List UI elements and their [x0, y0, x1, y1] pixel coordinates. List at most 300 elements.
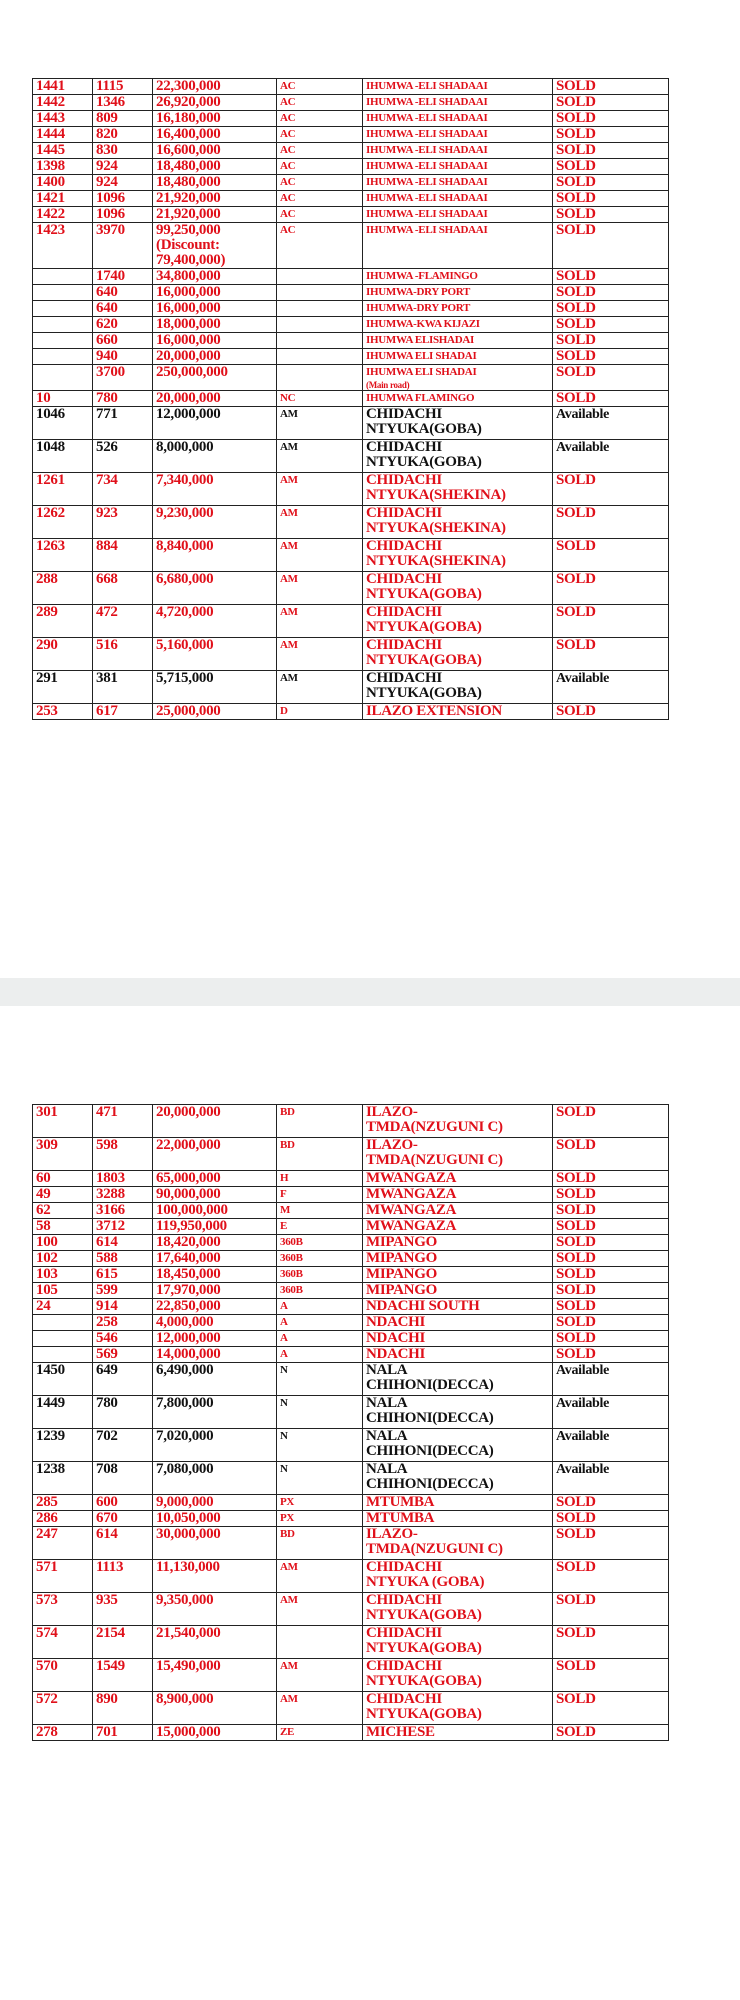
- block-code-cell: [277, 1219, 363, 1235]
- price-cell: [153, 671, 277, 704]
- block-code-text: PX: [280, 1496, 295, 1508]
- location-cell: [363, 175, 553, 191]
- plot-number-text: 1238: [36, 1461, 65, 1477]
- price-text: 100,000,000: [156, 1202, 228, 1218]
- block-code-text: N: [280, 1430, 288, 1442]
- plot-number-cell: [33, 473, 93, 506]
- block-code-text: ZE: [280, 1726, 295, 1738]
- price-text: 18,480,000: [156, 174, 221, 190]
- table-row: [33, 111, 669, 127]
- block-code-text: NC: [280, 392, 296, 404]
- plot-number-cell: [33, 1331, 93, 1347]
- block-code-cell: [277, 1725, 363, 1741]
- price-cell: [153, 1495, 277, 1511]
- location-text: MWANGAZA: [366, 1202, 457, 1218]
- plot-number-cell: [33, 605, 93, 638]
- block-code-cell: [277, 1593, 363, 1626]
- location-text: MIPANGO: [366, 1266, 437, 1282]
- price-cell: [153, 1251, 277, 1267]
- plot-size-text: 3970: [96, 222, 125, 238]
- price-cell: [153, 365, 277, 391]
- table-row: [33, 605, 669, 638]
- plot-size-cell: [93, 1235, 153, 1251]
- status-text: SOLD: [556, 1625, 596, 1641]
- plot-number-cell: [33, 1396, 93, 1429]
- plot-size-cell: [93, 285, 153, 301]
- table-row: [33, 1331, 669, 1347]
- block-code-text: AC: [280, 128, 296, 140]
- status-text: SOLD: [556, 1559, 596, 1575]
- plot-size-text: 620: [96, 316, 118, 332]
- plot-size-cell: [93, 407, 153, 440]
- plot-size-text: 546: [96, 1330, 118, 1346]
- status-cell: [553, 127, 669, 143]
- location-text: NALA CHIHONI(DECCA): [366, 1395, 494, 1426]
- location-text: CHIDACHI NTYUKA (GOBA): [366, 1559, 485, 1590]
- status-text: SOLD: [556, 1592, 596, 1608]
- location-cell: [363, 333, 553, 349]
- price-text: 99,250,000 (Discount: 79,400,000): [156, 222, 226, 268]
- plot-size-cell: [93, 704, 153, 720]
- plot-size-text: 820: [96, 126, 118, 142]
- plot-number-cell: [33, 539, 93, 572]
- plot-number-text: 290: [36, 637, 58, 653]
- location-text: IHUMWA -ELI SHADAAI: [366, 112, 488, 124]
- status-cell: [553, 1219, 669, 1235]
- plots-table-body: [33, 1105, 669, 1741]
- plot-size-text: 884: [96, 538, 118, 554]
- block-code-cell: [277, 1396, 363, 1429]
- table-row: [33, 1219, 669, 1235]
- block-code-text: A: [280, 1316, 288, 1328]
- price-cell: [153, 1593, 277, 1626]
- plot-number-text: 1261: [36, 472, 65, 488]
- plot-number-cell: [33, 1659, 93, 1692]
- plot-number-cell: [33, 111, 93, 127]
- location-cell: [363, 1347, 553, 1363]
- plot-number-cell: [33, 1692, 93, 1725]
- plot-size-cell: [93, 349, 153, 365]
- plot-size-text: 660: [96, 332, 118, 348]
- price-cell: [153, 1692, 277, 1725]
- status-cell: [553, 1692, 669, 1725]
- location-text: CHIDACHI NTYUKA(GOBA): [366, 406, 482, 437]
- price-cell: [153, 95, 277, 111]
- status-text: SOLD: [556, 268, 596, 284]
- plot-size-text: 614: [96, 1526, 118, 1542]
- status-text: Available: [556, 671, 610, 686]
- status-text: SOLD: [556, 505, 596, 521]
- document-page-1: [0, 0, 740, 978]
- plot-number-cell: [33, 223, 93, 269]
- location-cell: [363, 1593, 553, 1626]
- location-text: IHUMWA -ELI SHADAAI: [366, 144, 488, 156]
- price-cell: [153, 1626, 277, 1659]
- status-cell: [553, 440, 669, 473]
- block-code-cell: [277, 159, 363, 175]
- plot-size-text: 1113: [96, 1559, 124, 1575]
- location-text: MIPANGO: [366, 1282, 437, 1298]
- location-cell: [363, 1283, 553, 1299]
- plot-number-text: 1444: [36, 126, 65, 142]
- status-cell: [553, 223, 669, 269]
- location-cell: [363, 1203, 553, 1219]
- block-code-cell: [277, 1626, 363, 1659]
- plot-size-text: 598: [96, 1137, 118, 1153]
- plot-number-cell: [33, 175, 93, 191]
- plot-size-cell: [93, 1105, 153, 1138]
- plot-number-cell: [33, 671, 93, 704]
- price-cell: [153, 143, 277, 159]
- location-cell: [363, 1725, 553, 1741]
- table-row: [33, 1187, 669, 1203]
- plot-size-text: 600: [96, 1494, 118, 1510]
- plot-size-text: 914: [96, 1298, 118, 1314]
- plot-size-cell: [93, 301, 153, 317]
- table-row: [33, 333, 669, 349]
- price-text: 18,000,000: [156, 316, 221, 332]
- location-cell: [363, 1235, 553, 1251]
- price-text: 34,800,000: [156, 268, 221, 284]
- block-code-text: A: [280, 1332, 288, 1344]
- status-cell: [553, 704, 669, 720]
- page-separator: [0, 978, 740, 1006]
- plot-number-text: 288: [36, 571, 58, 587]
- plot-number-cell: [33, 317, 93, 333]
- block-code-text: F: [280, 1188, 287, 1200]
- plot-size-text: 771: [96, 406, 118, 422]
- table-row: [33, 175, 669, 191]
- location-text: CHIDACHI NTYUKA(GOBA): [366, 670, 482, 701]
- block-code-text: AM: [280, 540, 298, 552]
- plot-size-text: 668: [96, 571, 118, 587]
- price-cell: [153, 1560, 277, 1593]
- plot-number-cell: [33, 269, 93, 285]
- status-cell: [553, 1396, 669, 1429]
- price-text: 17,640,000: [156, 1250, 221, 1266]
- location-cell: [363, 1363, 553, 1396]
- price-cell: [153, 704, 277, 720]
- table-row: [33, 1138, 669, 1171]
- price-text: 16,000,000: [156, 332, 221, 348]
- plot-number-cell: [33, 1283, 93, 1299]
- status-text: SOLD: [556, 1298, 596, 1314]
- block-code-cell: [277, 1331, 363, 1347]
- status-cell: [553, 317, 669, 333]
- table-row: [33, 1203, 669, 1219]
- price-cell: [153, 1187, 277, 1203]
- plot-number-cell: [33, 1429, 93, 1462]
- block-code-cell: [277, 1315, 363, 1331]
- location-text: NDACHI: [366, 1314, 426, 1330]
- table-row: [33, 704, 669, 720]
- location-text: IHUMWA-DRY PORT: [366, 286, 471, 298]
- block-code-cell: [277, 269, 363, 285]
- plot-number-cell: [33, 1347, 93, 1363]
- plot-number-cell: [33, 506, 93, 539]
- plot-size-cell: [93, 1511, 153, 1527]
- price-text: 7,800,000: [156, 1395, 214, 1411]
- block-code-text: AC: [280, 96, 296, 108]
- block-code-cell: [277, 365, 363, 391]
- price-cell: [153, 407, 277, 440]
- plot-size-cell: [93, 175, 153, 191]
- location-cell: [363, 572, 553, 605]
- plot-number-text: 1450: [36, 1362, 65, 1378]
- price-text: 16,000,000: [156, 284, 221, 300]
- plot-number-cell: [33, 365, 93, 391]
- plot-number-cell: [33, 440, 93, 473]
- table-row: [33, 506, 669, 539]
- block-code-text: A: [280, 1300, 288, 1312]
- price-cell: [153, 506, 277, 539]
- price-text: 12,000,000: [156, 406, 221, 422]
- location-cell: [363, 1396, 553, 1429]
- price-text: 18,450,000: [156, 1266, 221, 1282]
- price-text: 17,970,000: [156, 1282, 221, 1298]
- status-text: SOLD: [556, 1330, 596, 1346]
- location-cell: [363, 95, 553, 111]
- location-text: MWANGAZA: [366, 1186, 457, 1202]
- price-cell: [153, 79, 277, 95]
- status-cell: [553, 1462, 669, 1495]
- plot-number-cell: [33, 1527, 93, 1560]
- table-row: [33, 407, 669, 440]
- status-text: SOLD: [556, 158, 596, 174]
- price-cell: [153, 159, 277, 175]
- plot-number-cell: [33, 159, 93, 175]
- location-cell: [363, 1219, 553, 1235]
- price-cell: [153, 1235, 277, 1251]
- plot-size-text: 617: [96, 703, 118, 719]
- table-row: [33, 1626, 669, 1659]
- block-code-cell: [277, 638, 363, 671]
- block-code-cell: [277, 1299, 363, 1315]
- location-text: NDACHI: [366, 1330, 426, 1346]
- table-row: [33, 1171, 669, 1187]
- price-cell: [153, 605, 277, 638]
- location-cell: [363, 191, 553, 207]
- plot-size-text: 1549: [96, 1658, 125, 1674]
- status-text: SOLD: [556, 1104, 596, 1120]
- price-cell: [153, 572, 277, 605]
- table-row: [33, 1495, 669, 1511]
- plot-size-text: 3288: [96, 1186, 125, 1202]
- plot-size-cell: [93, 671, 153, 704]
- table-row: [33, 365, 669, 391]
- status-cell: [553, 391, 669, 407]
- status-text: Available: [556, 407, 610, 422]
- plot-size-cell: [93, 539, 153, 572]
- plot-size-cell: [93, 79, 153, 95]
- location-text: IHUMWA-KWA KIJAZI: [366, 318, 480, 330]
- plot-size-cell: [93, 1315, 153, 1331]
- price-text: 26,920,000: [156, 94, 221, 110]
- status-text: SOLD: [556, 1250, 596, 1266]
- plot-number-text: 247: [36, 1526, 58, 1542]
- status-text: SOLD: [556, 348, 596, 364]
- location-cell: [363, 1626, 553, 1659]
- block-code-cell: [277, 349, 363, 365]
- location-cell: [363, 1659, 553, 1692]
- price-text: 21,920,000: [156, 190, 221, 206]
- location-text: MWANGAZA: [366, 1170, 457, 1186]
- price-cell: [153, 333, 277, 349]
- plot-size-cell: [93, 1527, 153, 1560]
- location-cell: [363, 1138, 553, 1171]
- status-text: SOLD: [556, 316, 596, 332]
- table-row: [33, 143, 669, 159]
- block-code-cell: [277, 1171, 363, 1187]
- table-row: [33, 1283, 669, 1299]
- status-cell: [553, 1363, 669, 1396]
- plot-number-cell: [33, 1626, 93, 1659]
- status-text: SOLD: [556, 1202, 596, 1218]
- price-text: 9,230,000: [156, 505, 214, 521]
- status-cell: [553, 539, 669, 572]
- block-code-text: AM: [280, 1594, 298, 1606]
- location-text: NALA CHIHONI(DECCA): [366, 1461, 494, 1492]
- price-text: 22,000,000: [156, 1137, 221, 1153]
- status-cell: [553, 1187, 669, 1203]
- plot-size-text: 3700: [96, 364, 125, 380]
- table-row: [33, 1593, 669, 1626]
- status-text: SOLD: [556, 1724, 596, 1740]
- plot-size-text: 1115: [96, 78, 124, 94]
- status-cell: [553, 1527, 669, 1560]
- location-cell: [363, 1331, 553, 1347]
- price-text: 14,000,000: [156, 1346, 221, 1362]
- status-text: SOLD: [556, 703, 596, 719]
- price-text: 20,000,000: [156, 1104, 221, 1120]
- table-row: [33, 349, 669, 365]
- plot-size-cell: [93, 1692, 153, 1725]
- price-text: 11,130,000: [156, 1559, 220, 1575]
- location-cell: [363, 1105, 553, 1138]
- location-text: IHUMWA -ELI SHADAAI: [366, 224, 488, 236]
- plot-number-text: 62: [36, 1202, 51, 1218]
- table-row: [33, 301, 669, 317]
- block-code-text: BD: [280, 1139, 295, 1151]
- location-text: NALA CHIHONI(DECCA): [366, 1428, 494, 1459]
- location-cell: [363, 1299, 553, 1315]
- status-text: SOLD: [556, 1494, 596, 1510]
- block-code-text: AM: [280, 474, 298, 486]
- block-code-cell: [277, 191, 363, 207]
- plot-size-text: 516: [96, 637, 118, 653]
- plot-size-cell: [93, 1331, 153, 1347]
- plot-size-cell: [93, 127, 153, 143]
- block-code-cell: [277, 175, 363, 191]
- status-text: SOLD: [556, 1510, 596, 1526]
- plot-size-cell: [93, 1429, 153, 1462]
- status-text: SOLD: [556, 284, 596, 300]
- status-cell: [553, 1725, 669, 1741]
- status-text: SOLD: [556, 1266, 596, 1282]
- status-text: SOLD: [556, 1170, 596, 1186]
- plot-size-cell: [93, 1267, 153, 1283]
- plot-size-text: 569: [96, 1346, 118, 1362]
- price-cell: [153, 1429, 277, 1462]
- table-row: [33, 1363, 669, 1396]
- plot-size-text: 890: [96, 1691, 118, 1707]
- location-text: IHUMWA -ELI SHADAAI: [366, 192, 488, 204]
- plot-size-text: 940: [96, 348, 118, 364]
- block-code-text: AC: [280, 112, 296, 124]
- block-code-cell: [277, 1495, 363, 1511]
- block-code-text: AC: [280, 208, 296, 220]
- plot-size-cell: [93, 1187, 153, 1203]
- block-code-cell: [277, 207, 363, 223]
- plot-size-text: 708: [96, 1461, 118, 1477]
- block-code-text: N: [280, 1364, 288, 1376]
- block-code-cell: [277, 605, 363, 638]
- location-text: IHUMWA FLAMINGO: [366, 392, 475, 404]
- price-cell: [153, 1396, 277, 1429]
- plot-number-cell: [33, 79, 93, 95]
- price-text: 22,850,000: [156, 1298, 221, 1314]
- plot-number-cell: [33, 143, 93, 159]
- block-code-text: PX: [280, 1512, 295, 1524]
- plot-number-cell: [33, 1267, 93, 1283]
- plot-size-text: 1803: [96, 1170, 125, 1186]
- table-row: [33, 127, 669, 143]
- plot-number-text: 49: [36, 1186, 51, 1202]
- price-text: 15,000,000: [156, 1724, 221, 1740]
- location-text: ILAZO- TMDA(NZUGUNI C): [366, 1526, 503, 1557]
- price-text: 4,720,000: [156, 604, 214, 620]
- status-text: Available: [556, 440, 610, 455]
- price-text: 250,000,000: [156, 364, 228, 380]
- block-code-text: BD: [280, 1528, 295, 1540]
- plot-number-text: 253: [36, 703, 58, 719]
- status-cell: [553, 1331, 669, 1347]
- table-row: [33, 159, 669, 175]
- table-row: [33, 539, 669, 572]
- price-cell: [153, 1527, 277, 1560]
- location-text: CHIDACHI NTYUKA(GOBA): [366, 637, 482, 668]
- price-cell: [153, 391, 277, 407]
- status-text: SOLD: [556, 94, 596, 110]
- block-code-text: N: [280, 1397, 288, 1409]
- price-cell: [153, 1347, 277, 1363]
- status-text: SOLD: [556, 1314, 596, 1330]
- status-text: SOLD: [556, 174, 596, 190]
- price-text: 8,000,000: [156, 439, 214, 455]
- table-row: [33, 1692, 669, 1725]
- table-row: [33, 1267, 669, 1283]
- price-text: 30,000,000: [156, 1526, 221, 1542]
- plot-size-text: 780: [96, 390, 118, 406]
- price-text: 21,540,000: [156, 1625, 221, 1641]
- price-cell: [153, 1105, 277, 1138]
- status-cell: [553, 1105, 669, 1138]
- status-text: SOLD: [556, 472, 596, 488]
- price-cell: [153, 317, 277, 333]
- block-code-text: 360B: [280, 1236, 303, 1248]
- plot-number-cell: [33, 1219, 93, 1235]
- location-text: IHUMWA ELI SHADAI: [366, 350, 477, 362]
- location-cell: [363, 1527, 553, 1560]
- price-text: 25,000,000: [156, 703, 221, 719]
- plot-size-text: 780: [96, 1395, 118, 1411]
- price-cell: [153, 1283, 277, 1299]
- status-cell: [553, 79, 669, 95]
- block-code-cell: [277, 1560, 363, 1593]
- status-text: SOLD: [556, 222, 596, 238]
- plot-number-text: 291: [36, 670, 58, 686]
- location-cell: [363, 407, 553, 440]
